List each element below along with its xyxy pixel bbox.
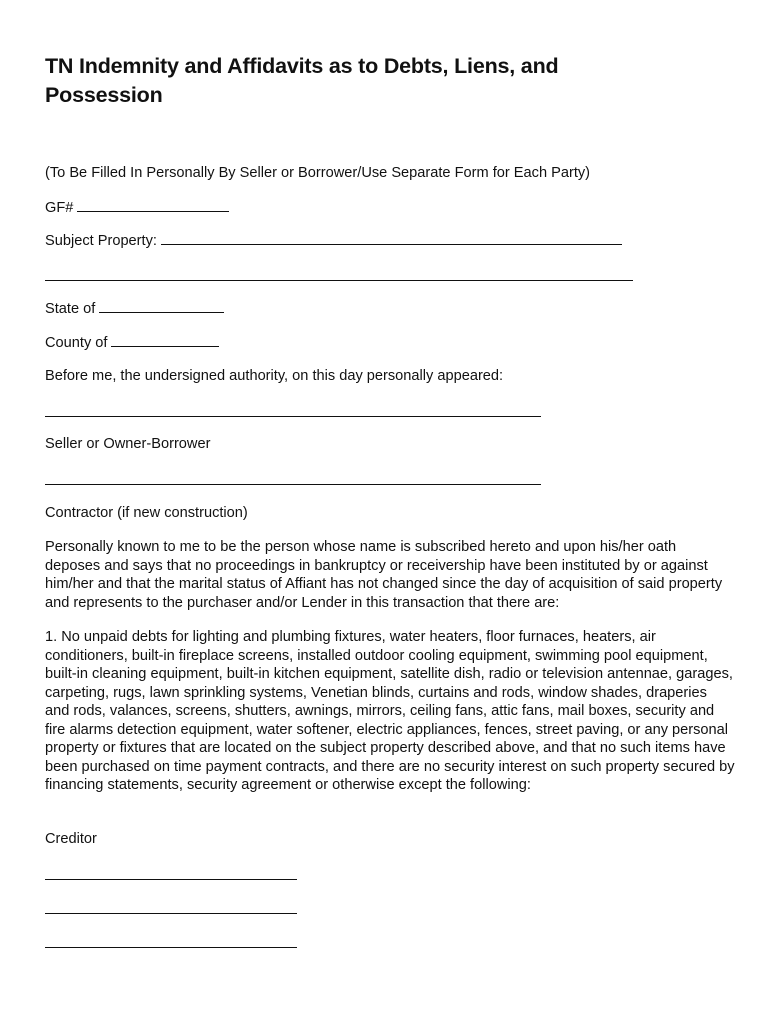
oath-paragraph: Personally known to me to be the person whose name is subscribed hereto and upon his/her oath deposes and says that no proceedings in bankruptcy or receivership have been instituted by or against him/her and that the marital status of Affiant has not changed since the day of acquisition of said property and represents to the purchaser and/or Lender in this transaction that there are: [45,539,723,611]
subject-property-field[interactable] [161,231,622,245]
instruction-text: (To Be Filled In Personally By Seller or Borrower/Use Separate Form for Each Party) [45,165,591,181]
creditor-line-3[interactable] [45,947,297,948]
county-label: County of [45,335,108,351]
gf-number-label: GF# [45,200,74,216]
contractor-name-field[interactable] [45,484,541,485]
state-field[interactable] [99,299,224,313]
creditor-line-1[interactable] [45,879,297,880]
gf-number-row [45,198,229,217]
document-title: TN Indemnity and Affidavits as to Debts, Liens, and Possession [45,54,559,107]
contractor-label: Contractor (if new construction) [45,505,248,521]
county-row [45,333,219,352]
seller-name-field[interactable] [45,416,541,417]
appeared-text: Before me, the undersigned authority, on this day personally appeared: [45,368,504,384]
gf-number-field[interactable] [77,198,229,212]
subject-property-continuation-field[interactable] [45,280,633,281]
county-field[interactable] [111,333,219,347]
item-1-paragraph: 1. No unpaid debts for lighting and plumbing fixtures, water heaters, floor furnaces, heaters, air conditioners, built-in fireplace screens, installed outdoor cooling equipment, swimming pool equipment, built-in cleaning equipment, built-in kitchen equipment, satellite dish, radio or television antennae, garages, carpeting, rugs, lawn sprinkling systems, Venetian blinds, curtains and rods, window shades, draperies and rods, valances, screens, shutters, awnings, mirrors, ceiling fans, attic fans, mail boxes, security and fire alarms detection equipment, water softener, electric appliances, fences, street paving, or any personal property or fixtures that are located on the subject property described above, and that no such items have been purchased on time payment contracts, and there are no security interest on such property secured by financing statements, security agreement or otherwise except the following: [45,629,735,793]
subject-property-label: Subject Property: [45,233,157,249]
creditor-label: Creditor [45,831,97,847]
state-row [45,299,224,318]
state-label: State of [45,301,96,317]
creditor-line-2[interactable] [45,913,297,914]
seller-label: Seller or Owner-Borrower [45,436,211,452]
subject-property-row [45,231,622,250]
